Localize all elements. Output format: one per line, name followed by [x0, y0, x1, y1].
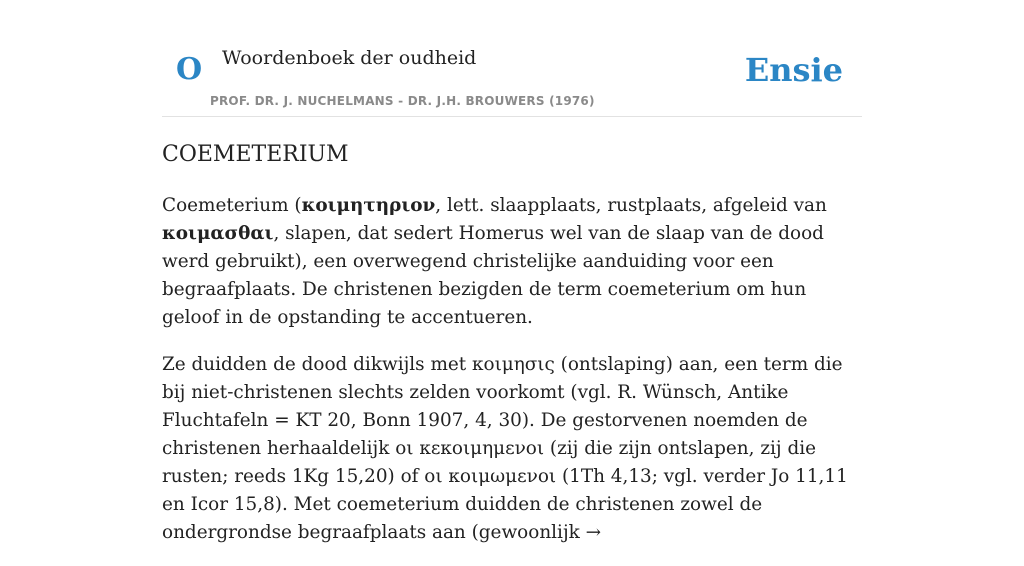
- authors-line: PROF. DR. J. NUCHELMANS - DR. J.H. BROUWERS (1976): [210, 94, 595, 108]
- paragraph-1-text-a: Coemeterium (: [162, 195, 302, 216]
- index-letter[interactable]: O: [176, 52, 203, 87]
- greek-term-koimasthai: κοιμασθαι: [162, 223, 274, 244]
- brand-logo[interactable]: Ensie: [744, 51, 843, 89]
- article-body: [162, 192, 862, 566]
- paragraph-1-text-b: , lett. slaapplaats, rustplaats, afgeleid van: [435, 195, 827, 216]
- paragraph-1-text-c: , slapen, dat sedert Homerus wel van de slaap van de dood werd gebruikt), een overwegend christelijke aanduiding voor een begraafplaats. De christenen bezigden de term coemeterium om hun geloof in de opstanding te accentueren.: [162, 223, 824, 328]
- paragraph-2: Ze duidden de dood dikwijls met κοιμησις (ontslaping) aan, een term die bij niet-christenen slechts zelden voorkomt (vgl. R. Wünsch, Antike Fluchtafeln = KT 20, Bonn 1907, 4, 30). De gestorvenen noemden de christenen herhaaldelijk οι κεκοιμημενοι (zij die zijn ontslapen, zij die rusten; reeds 1Kg 15,20) of οι κοιμωμενοι (1Th 4,13; vgl. verder Jo 11,11 en Icor 15,8). Met coemeterium duidden de christenen zowel de ondergrondse begraafplaats aan (gewoonlijk →: [162, 354, 848, 543]
- entry-title: COEMETERIUM: [162, 142, 349, 167]
- header: [162, 0, 862, 117]
- paragraph-1: [162, 192, 862, 332]
- book-title[interactable]: Woordenboek der oudheid: [222, 47, 477, 69]
- greek-term-koimeterion: κοιμητηριον: [301, 195, 436, 216]
